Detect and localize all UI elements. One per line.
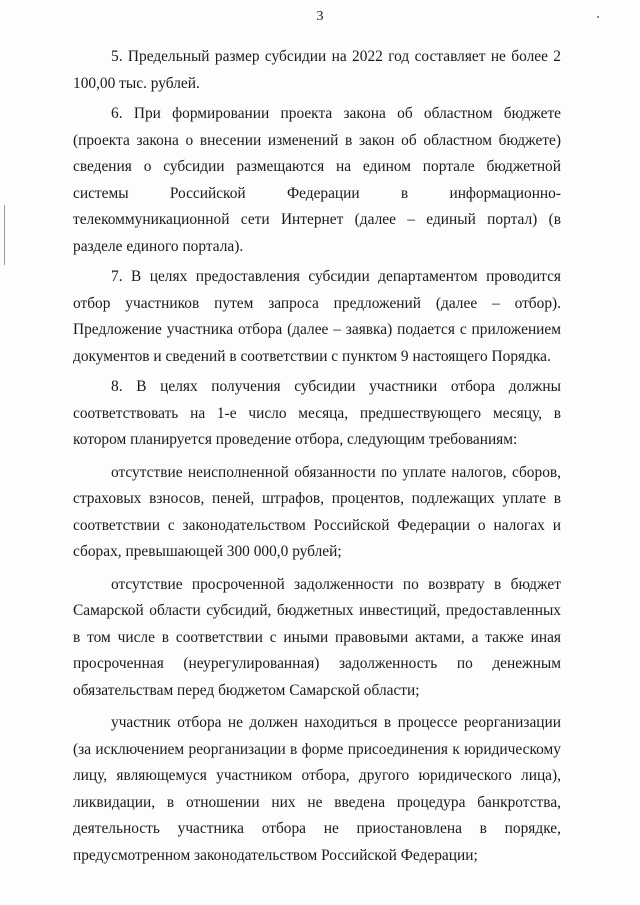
page-number: 3 [316, 9, 324, 24]
requirement-debt: отсутствие просроченной задолженности по возврату в бюджет Самарской области субсидий, бюджетных инвестиций, предоставленных в том числе в соответствии с иными правовыми актами, а также иная просроченная (неурегулированная) задолженность по денежным обязательствам перед бюджетом Самарской области; [73, 575, 561, 699]
scan-speck [597, 16, 599, 18]
paragraph-8: 8. В целях получения субсидии участники отбора должны соответствовать на 1-е число месяца, предшествующего месяцу, в котором планируется проведение отбора, следующим требованиям: [73, 378, 561, 448]
document-body [73, 44, 561, 869]
scan-edge-mark [4, 205, 5, 265]
paragraph-5: 5. Предельный размер субсидии на 2022 год составляет не более 2 100,00 тыс. рублей. [73, 48, 561, 92]
paragraph-6: 6. При формировании проекта закона об областном бюджете (проекта закона о внесении изменений в закон об областном бюджете) сведения о субсидии размещаются на едином портале бюджетной системы Российской Федерации в информационно-телекоммуникационной сети Интернет (далее – единый портал) (в разделе единого портала). [73, 105, 561, 255]
paragraph-7: 7. В целях предоставления субсидии департаментом проводится отбор участников путем запроса предложений (далее – отбор). Предложение участника отбора (далее – заявка) подается с приложением документов и сведений в соответствии с пунктом 9 настоящего Порядка. [73, 268, 561, 365]
requirement-reorganization: участник отбора не должен находиться в процессе реорганизации (за исключением реорганизации в форме присоединения к юридическому лицу, являющемуся участником отбора, другого юридического лица), ликвидации, в отношении них не введена процедура банкротства, деятельность участника отбора не приостановлена в порядке, предусмотренном законодательством Российской Федерации; [73, 714, 561, 864]
requirement-taxes: отсутствие неисполненной обязанности по уплате налогов, сборов, страховых взносов, пеней, штрафов, процентов, подлежащих уплате в соответствии с законодательством Российской Федерации о налогах и сборах, превышающей 300 000,0 рублей; [73, 463, 561, 560]
